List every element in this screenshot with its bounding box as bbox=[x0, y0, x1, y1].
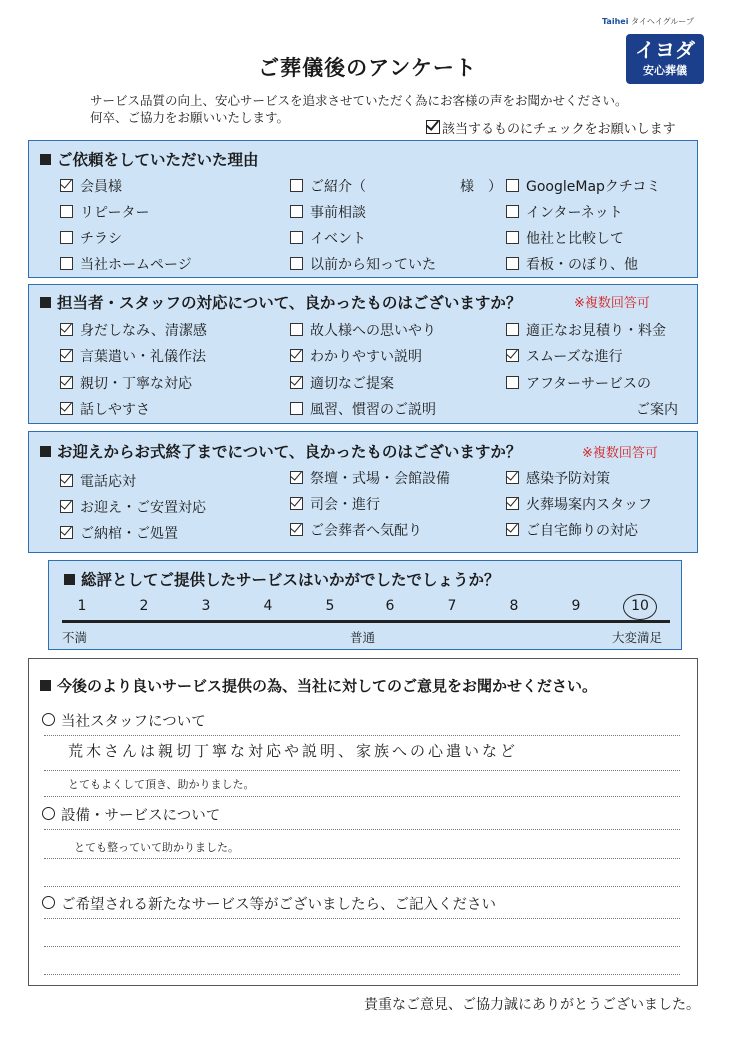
item-label: 適切なご提案 bbox=[310, 376, 394, 392]
answer-line bbox=[44, 974, 680, 975]
reason-event[interactable] bbox=[290, 228, 366, 248]
item-label: アフターサービスの bbox=[526, 376, 652, 392]
reason-referral-suffix: 様 ） bbox=[460, 179, 502, 195]
checkbox[interactable] bbox=[60, 376, 73, 389]
checkbox[interactable] bbox=[60, 500, 73, 513]
answer-line bbox=[44, 946, 680, 947]
answer-line bbox=[44, 918, 680, 919]
item-label: 故人様への思いやり bbox=[310, 323, 436, 339]
rating-low-label: 不満 bbox=[62, 630, 88, 645]
staff-proposal[interactable] bbox=[290, 373, 394, 393]
intro-line-2: 何卒、ご協力をお願いいたします。 bbox=[90, 110, 290, 125]
item-label: 言葉遣い・礼儀作法 bbox=[80, 349, 206, 365]
answer-staff-line-2[interactable]: とてもよくして頂き、助かりました。 bbox=[68, 778, 255, 791]
question-facilities bbox=[42, 804, 220, 825]
checkbox[interactable] bbox=[506, 376, 519, 389]
item-label: お迎え・ご安置対応 bbox=[80, 500, 206, 516]
scale-2[interactable]: 2 bbox=[139, 598, 149, 614]
staff-clear-explanation[interactable] bbox=[290, 346, 422, 366]
multiple-answer-note: ※複数回答可 bbox=[574, 296, 650, 311]
scale-1[interactable]: 1 bbox=[77, 598, 87, 614]
item-label: わかりやすい説明 bbox=[310, 349, 422, 365]
checkbox[interactable] bbox=[506, 349, 519, 362]
reason-referral[interactable] bbox=[290, 176, 366, 196]
item-label: 電話応対 bbox=[80, 474, 136, 490]
item-label: 看板・のぼり、他 bbox=[526, 257, 638, 273]
scale-9[interactable]: 9 bbox=[571, 598, 581, 614]
reason-known-before[interactable] bbox=[290, 254, 436, 274]
checkbox[interactable] bbox=[290, 179, 303, 192]
checkbox[interactable] bbox=[290, 471, 303, 484]
checkbox[interactable] bbox=[290, 205, 303, 218]
item-label: 会員様 bbox=[80, 179, 122, 195]
checkbox[interactable] bbox=[290, 349, 303, 362]
staff-appearance[interactable] bbox=[60, 320, 207, 340]
item-label: ご会葬者へ気配り bbox=[310, 523, 422, 539]
question-new-services bbox=[42, 893, 496, 914]
ceremony-guests[interactable] bbox=[290, 520, 422, 540]
answer-staff-line-1[interactable]: 荒木さんは親切丁寧な対応や説明、家族への心遣いなど bbox=[68, 742, 519, 760]
item-label: 話しやすさ bbox=[80, 402, 150, 418]
section-staff-title-text: 担当者・スタッフの対応について、良かったものはございますか？ bbox=[57, 294, 522, 312]
checkbox[interactable] bbox=[506, 257, 519, 270]
opinion-title bbox=[40, 675, 597, 696]
section-reason-title-text: ご依頼をしていただいた理由 bbox=[57, 151, 259, 169]
logo-brand: Taihei bbox=[602, 17, 629, 26]
answer-line bbox=[44, 829, 680, 830]
item-label: ご自宅飾りの対応 bbox=[526, 523, 638, 539]
reason-flyer[interactable] bbox=[60, 228, 122, 248]
ceremony-facilities[interactable] bbox=[290, 468, 450, 488]
item-label: スムーズな進行 bbox=[526, 349, 623, 365]
question-new-services-text: ご希望される新たなサービス等がございましたら、ご記入ください bbox=[61, 897, 496, 913]
checkbox[interactable] bbox=[506, 471, 519, 484]
checkbox[interactable] bbox=[506, 523, 519, 536]
ceremony-encoffin[interactable] bbox=[60, 523, 178, 543]
rating-title-text: 総評としてご提供したサービスはいかがでしたでしょうか？ bbox=[81, 571, 500, 589]
staff-consideration[interactable] bbox=[290, 320, 436, 340]
intro-line-1: サービス品質の向上、安心サービスを追求させていただく為にお客様の声をお聞かせください。 bbox=[90, 93, 628, 108]
section-staff-title bbox=[40, 291, 521, 313]
scale-4[interactable]: 4 bbox=[263, 598, 273, 614]
staff-smooth-progress[interactable] bbox=[506, 346, 623, 366]
item-label: 司会・進行 bbox=[310, 497, 380, 513]
reason-member[interactable] bbox=[60, 176, 122, 196]
question-facilities-text: 設備・サービスについて bbox=[61, 808, 221, 824]
item-label: 以前から知っていた bbox=[310, 257, 436, 273]
checkbox[interactable] bbox=[506, 205, 519, 218]
checkbox[interactable] bbox=[506, 179, 519, 192]
reason-compared[interactable] bbox=[506, 228, 624, 248]
item-label: インターネット bbox=[526, 205, 623, 221]
scale-10[interactable]: 10 bbox=[631, 598, 649, 614]
ceremony-mc[interactable] bbox=[290, 494, 380, 514]
item-label: 祭壇・式場・会館設備 bbox=[310, 471, 450, 487]
checkbox[interactable] bbox=[60, 257, 73, 270]
checkbox[interactable] bbox=[60, 231, 73, 244]
check-instruction bbox=[426, 118, 676, 137]
ceremony-infection[interactable] bbox=[506, 468, 610, 488]
logo-group: タイヘイグループ bbox=[630, 17, 695, 26]
scale-5[interactable]: 5 bbox=[325, 598, 335, 614]
company-logo bbox=[626, 34, 704, 84]
item-label: 火葬場案内スタッフ bbox=[526, 497, 652, 513]
scale-7[interactable]: 7 bbox=[447, 598, 457, 614]
staff-manners[interactable] bbox=[60, 346, 206, 366]
scale-8[interactable]: 8 bbox=[509, 598, 519, 614]
rating-mid-label: 普通 bbox=[350, 630, 376, 645]
answer-line bbox=[44, 735, 680, 736]
check-instruction-text: 該当するものにチェックをお願いします bbox=[442, 122, 676, 137]
item-label: 風習、慣習のご説明 bbox=[310, 402, 436, 418]
item-label: リピーター bbox=[80, 205, 150, 221]
staff-estimate[interactable] bbox=[506, 320, 666, 340]
answer-line bbox=[44, 770, 680, 771]
ceremony-phone[interactable] bbox=[60, 471, 136, 491]
checkmark-icon bbox=[426, 120, 440, 134]
checkbox[interactable] bbox=[290, 323, 303, 336]
reason-signboard[interactable] bbox=[506, 254, 638, 274]
staff-easy-talk[interactable] bbox=[60, 399, 150, 419]
checkbox[interactable] bbox=[290, 497, 303, 510]
checkbox[interactable] bbox=[290, 402, 303, 415]
rating-scale-line bbox=[62, 620, 670, 623]
reason-googlemap[interactable] bbox=[506, 176, 660, 196]
thanks-message: 貴重なご意見、ご協力誠にありがとうございました。 bbox=[364, 997, 700, 1013]
ceremony-pickup[interactable] bbox=[60, 497, 206, 517]
reason-repeater[interactable] bbox=[60, 202, 149, 222]
after-service-continuation: ご案内 bbox=[636, 402, 678, 418]
checkbox[interactable] bbox=[60, 205, 73, 218]
question-staff bbox=[42, 710, 206, 731]
item-label: 感染予防対策 bbox=[526, 471, 610, 487]
staff-customs[interactable] bbox=[290, 399, 436, 419]
selected-rating-circle bbox=[623, 594, 657, 620]
answer-facilities-line-1[interactable]: とても整っていて助かりました。 bbox=[74, 841, 239, 854]
opinion-title-text: 今後のより良いサービス提供の為、当社に対してのご意見をお聞かせください。 bbox=[57, 677, 598, 695]
rating-high-label: 大変満足 bbox=[612, 630, 663, 645]
staff-after-service[interactable] bbox=[506, 373, 651, 393]
scale-3[interactable]: 3 bbox=[201, 598, 211, 614]
answer-line bbox=[44, 886, 680, 887]
multiple-answer-note: ※複数回答可 bbox=[582, 446, 658, 461]
section-ceremony-title bbox=[40, 440, 521, 462]
item-label: チラシ bbox=[80, 231, 122, 247]
reason-internet[interactable] bbox=[506, 202, 623, 222]
checkbox[interactable] bbox=[506, 323, 519, 336]
item-label: GoogleMapクチコミ bbox=[526, 179, 661, 195]
answer-line bbox=[44, 858, 680, 859]
ceremony-home-decor[interactable] bbox=[506, 520, 638, 540]
checkbox[interactable] bbox=[290, 376, 303, 389]
scale-6[interactable]: 6 bbox=[385, 598, 395, 614]
checkbox[interactable] bbox=[290, 257, 303, 270]
logo-group-line bbox=[602, 16, 694, 27]
answer-line bbox=[44, 796, 680, 797]
logo-sub: 安心葬儀 bbox=[643, 64, 687, 77]
survey-title: ご葬儀後のアンケート bbox=[258, 56, 477, 80]
item-label: 親切・丁寧な対応 bbox=[80, 376, 192, 392]
checkbox[interactable] bbox=[60, 474, 73, 487]
reason-prior-consult[interactable] bbox=[290, 202, 366, 222]
item-label: 他社と比較して bbox=[526, 231, 624, 247]
checkbox[interactable] bbox=[60, 402, 73, 415]
checkbox[interactable] bbox=[60, 179, 73, 192]
rating-title bbox=[64, 568, 500, 590]
checkbox[interactable] bbox=[60, 323, 73, 336]
section-reason-title bbox=[40, 148, 259, 170]
reason-homepage[interactable] bbox=[60, 254, 192, 274]
checkbox[interactable] bbox=[290, 523, 303, 536]
checkbox[interactable] bbox=[290, 231, 303, 244]
item-label: 適正なお見積り・料金 bbox=[526, 323, 666, 339]
logo-name: イヨダ bbox=[635, 38, 695, 62]
item-label: ご納棺・ご処置 bbox=[80, 526, 178, 542]
section-ceremony-title-text: お迎えからお式終了までについて、良かったものはございますか？ bbox=[57, 443, 522, 461]
item-label: 身だしなみ、清潔感 bbox=[80, 323, 207, 339]
checkbox[interactable] bbox=[506, 231, 519, 244]
question-staff-text: 当社スタッフについて bbox=[61, 714, 206, 730]
item-label: 事前相談 bbox=[310, 205, 366, 221]
item-label: 当社ホームページ bbox=[80, 257, 192, 273]
ceremony-crematorium[interactable] bbox=[506, 494, 652, 514]
item-label: ご紹介（ bbox=[310, 179, 366, 195]
checkbox[interactable] bbox=[60, 349, 73, 362]
checkbox[interactable] bbox=[60, 526, 73, 539]
staff-kindness[interactable] bbox=[60, 373, 192, 393]
checkbox[interactable] bbox=[506, 497, 519, 510]
item-label: イベント bbox=[310, 231, 366, 247]
